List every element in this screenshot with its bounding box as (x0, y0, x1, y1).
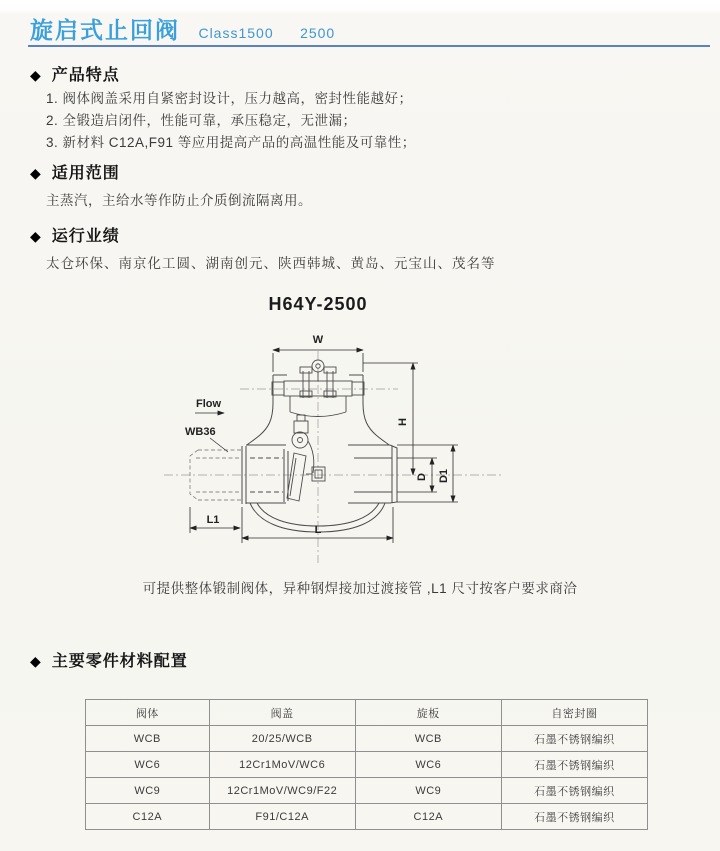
table-cell: WC6 (86, 752, 210, 778)
table-cell: WCB (355, 726, 501, 752)
dimension-lines (190, 350, 458, 543)
table-row (86, 752, 648, 778)
performance-heading-label: 运行业绩 (51, 228, 120, 245)
table-header-cell: 阀盖 (209, 700, 355, 726)
valve-body-outline (242, 375, 397, 532)
page-title: 旋启式止回阀 (30, 17, 180, 43)
dim-l1-label: L1 (206, 514, 220, 526)
scope-heading-label: 适用范围 (51, 165, 120, 182)
diamond-bullet-icon: ◆ (30, 165, 42, 181)
class-rating-2500: 2500 (300, 25, 336, 41)
header-rule (28, 45, 710, 47)
dim-d-label: D (416, 473, 428, 481)
dim-d1-label: D1 (438, 468, 450, 484)
feature-item: 3. 新材料 C12A,F91 等应用提高产品的高温性能及可靠性； (46, 135, 416, 150)
materials-heading-label: 主要零件材料配置 (51, 653, 188, 670)
table-cell: C12A (355, 804, 501, 830)
section-heading-features (30, 62, 120, 85)
table-row (86, 778, 648, 804)
table-cell: 石墨不锈钢编织 (501, 752, 647, 778)
feature-list (46, 88, 416, 154)
materials-table (85, 699, 648, 830)
table-cell: WCB (86, 726, 210, 752)
dim-h-label: H (397, 418, 409, 426)
table-cell: WC9 (355, 778, 501, 804)
header (30, 12, 700, 45)
table-header-cell: 阀体 (86, 700, 210, 726)
features-heading-label: 产品特点 (51, 67, 120, 84)
flow-label: Flow (196, 398, 222, 410)
class-rating-1500: Class1500 (198, 25, 274, 41)
table-cell: 石墨不锈钢编织 (501, 726, 647, 752)
table-header-row (86, 700, 648, 726)
wb36-label: WB36 (185, 426, 216, 438)
diagram-title: H64Y-2500 (268, 294, 368, 314)
feature-item: 1. 阀体阀盖采用自紧密封设计，压力越高，密封性能越好； (46, 91, 413, 106)
table-row (86, 804, 648, 830)
diamond-bullet-icon: ◆ (30, 228, 42, 244)
scope-text: 主蒸汽，主给水等作防止介质倒流隔离用。 (46, 193, 312, 208)
table-cell: 12Cr1MoV/WC6 (209, 752, 355, 778)
table-row (86, 726, 648, 752)
feature-item: 2. 全锻造启闭件，性能可靠，承压稳定，无泄漏； (46, 113, 357, 128)
table-cell: WC9 (86, 778, 210, 804)
disc-assembly (287, 415, 325, 501)
performance-text: 太仓环保、南京化工圆、湖南创元、陕西韩城、黄岛、元宝山、茂名等 (46, 256, 496, 271)
table-cell: F91/C12A (209, 804, 355, 830)
diamond-bullet-icon: ◆ (30, 67, 42, 83)
dim-w-label: W (312, 334, 324, 346)
section-heading-scope (30, 160, 120, 183)
valve-diagram (100, 325, 520, 615)
table-header-cell: 自密封圈 (501, 700, 647, 726)
table-cell: C12A (86, 804, 210, 830)
dim-l-label: L (314, 524, 322, 536)
diagram-note: 可提供整体锻制阀体，异种钢焊接加过渡接管 ,L1 尺寸按客户要求商洽 (142, 581, 578, 596)
table-cell: 石墨不锈钢编织 (501, 778, 647, 804)
diamond-bullet-icon: ◆ (30, 653, 42, 669)
section-heading-performance (30, 223, 120, 246)
section-heading-materials (30, 648, 188, 671)
table-cell: 石墨不锈钢编织 (501, 804, 647, 830)
table-cell: WC6 (355, 752, 501, 778)
table-cell: 20/25/WCB (209, 726, 355, 752)
table-header-cell: 旋板 (355, 700, 501, 726)
table-cell: 12Cr1MoV/WC9/F22 (209, 778, 355, 804)
